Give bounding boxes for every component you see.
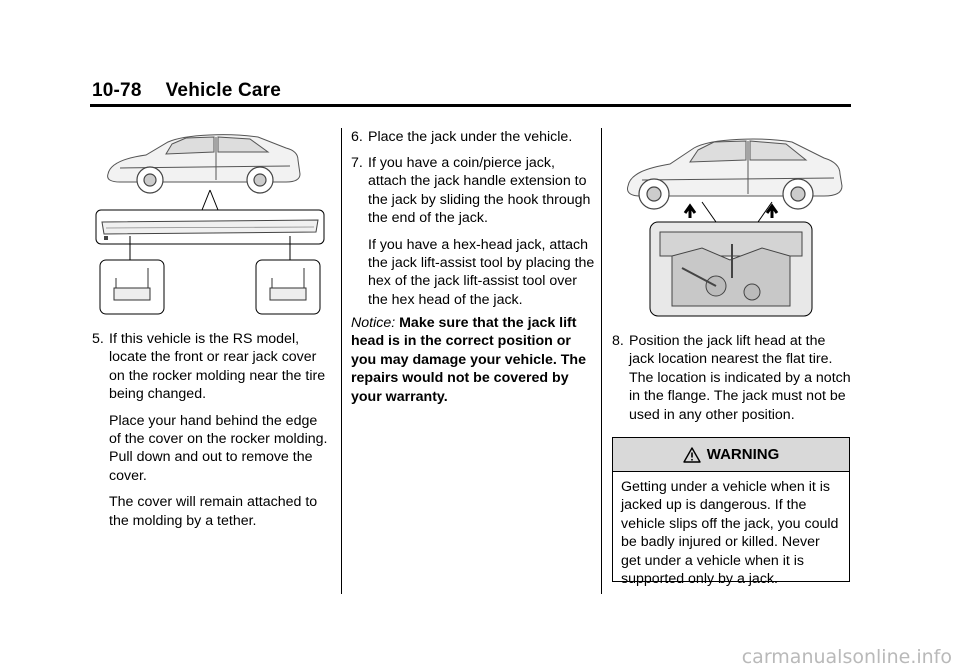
- step-number: 5.: [92, 331, 104, 347]
- header-rule: [90, 104, 851, 107]
- step-7: [351, 154, 595, 309]
- page-header: [92, 80, 281, 102]
- step-number: 8.: [612, 333, 624, 349]
- jack-position-illustration: [612, 128, 850, 318]
- step-number: 7.: [351, 155, 363, 171]
- warning-triangle-icon: [683, 447, 701, 463]
- column-divider-1: [341, 128, 342, 594]
- notice: [351, 314, 595, 406]
- step-subparagraph: The cover will remain attached to the molding by a tether.: [109, 494, 318, 529]
- notice-text: Make sure that the jack lift head is in the correct position or you may damage your vehicle. The repairs would not be covered by your warranty.: [351, 315, 586, 405]
- step-subparagraph: If you have a hex-head jack, attach the jack lift-assist tool by placing the hex of the jack lift-assist tool over the hex head of the jack.: [368, 236, 595, 308]
- warning-text: Getting under a vehicle when it is jacked up is dangerous. If the vehicle slips off the jack, you could be badly injured or killed. Never get under a vehicle when it is supported only by a jack.: [621, 479, 839, 588]
- step-subparagraph: Place your hand behind the edge of the cover on the rocker molding. Pull down and out to remove the cover.: [109, 412, 328, 484]
- section-title: Vehicle Care: [165, 80, 282, 101]
- watermark: carmanualsonline.info: [741, 646, 952, 668]
- warning-header: [613, 438, 849, 472]
- step-6: [351, 128, 595, 146]
- notice-lead: Notice:: [351, 315, 396, 331]
- step-8: [612, 332, 852, 424]
- warning-box: [612, 437, 850, 588]
- page-number: 10-78: [92, 80, 142, 101]
- step-text: If you have a coin/pierce jack, attach the jack handle extension to the jack by sliding the hook through the end of the jack.: [368, 155, 591, 227]
- step-number: 6.: [351, 129, 363, 145]
- step-text: Position the jack lift head at the jack location nearest the flat tire. The location is indicated by a notch in the flange. The jack must not be used in any other position.: [629, 333, 851, 423]
- rocker-molding-illustration: [90, 128, 330, 318]
- step-5: [92, 330, 332, 530]
- column-divider-2: [601, 128, 602, 594]
- step-text: Place the jack under the vehicle.: [368, 129, 573, 145]
- step-text: If this vehicle is the RS model, locate the front or rear jack cover on the rocker molding near the tire being changed.: [109, 331, 326, 403]
- warning-title: WARNING: [706, 446, 780, 463]
